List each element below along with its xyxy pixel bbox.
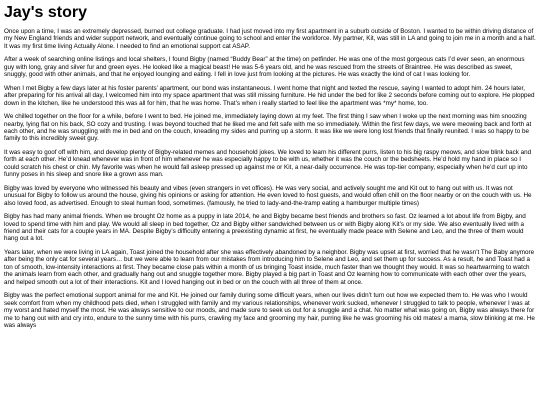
story-paragraph-1: Once upon a time, I was an extremely depressed, burned out college graduate. I had just moved into my first apartment in a suburb outside of Boston. I wanted to be within driving distance of my New England friends and wider support network, and eventually continue going to school and enter the workforce. My partner, Kit, was still in LA and going to join me in a month and a half. It was my first time living Actually Alone. I needed to find an emotional support cat ASAP. — [4, 28, 536, 50]
story-paragraph-2: After a week of searching online listings and local shelters, I found Bigby (named “Buddy Bear” at the time) on petfinder. He was one of the most gorgeous cats I’d ever seen, an enormous guy with long, gray and silver fur and green eyes. He looked like a magical beast! He was 5-6 years old, and he was rescued from the streets of Braintree. He was described as sweet, snuggly, good with other animals, and that he enjoyed lounging and eating. I fell in love just from looking at the pictures. He was exactly the kind of cat I was looking for. — [4, 56, 525, 79]
story-paragraph-7: Bigby has had many animal friends. When we brought Oz home as a puppy in late 2014, he and Bigby became best friends and brothers so fast. Oz learned a lot about life from Bigby, and loved to spend time with him and play. We would all sleep in bed together, Oz and Bigby either sandwiched between us or with Bigby along Kit’s or my side. We also eventually lived with a friend and their cats for a couple years in MA. Despite Bigby’s difficulty entering a preexisting dynamic at first, he eventually made peace with Selene and Leo, and the three of them would hang out a lot. — [4, 213, 526, 243]
story-paragraph-6: Bigby was loved by everyone who witnessed his beauty and vibes (even strangers in vet offices). He was very social, and actively sought me and Kit out to hang out with us. It was not unusual for Bigby to follow us around the house, giving his opinions or asking for attention. He even loved to host guests, and would often chill on the floor nearby or on the couch with us. He also loved food, as advertised. Enough to steal human food, sometimes. (famously, he tried to lady-and-the-tramp eating a hamburger multiple times) — [4, 184, 532, 207]
page-title: Jay's story — [4, 4, 87, 21]
story-paragraph-5: It was easy to goof off with him, and develop plenty of Bigby-related memes and household jokes. We loved to learn his different purrs, listen to his big raspy meows, and slow blink back and forth at each other. He’d knead whenever was in front of him whenever he was especially happy to be with us, whether it was the couch or the bedsheets. He’d hold my hand in place so I could scratch his chest or chin. My favorite was when he would fall asleep pressed up against me or Kit, a near-daily occurrence. He was top-tier company, especially when he’d curl up into funny poses in his sleep and snore like a grown ass man. — [4, 148, 532, 179]
story-paragraph-3: When I met Bigby a few days later at his foster parents’ apartment, our bond was instantaneous. I went home that night and texted the rescue, saying I wanted to adopt him. 24 hours later, after preparing for his arrival all day, I welcomed him into my space apartment that was still missing furniture. He hid under the bed for like 2 seconds before coming out to explore. He plopped down in the kitchen, like he understood this was all for him, that he was home. That’s when i really started to feel like the apartment was *my* home, too. — [4, 84, 535, 107]
story-paragraph-9: Bigby was the perfect emotional support animal for me and Kit. He joined our family during some difficult years, when our lives didn’t turn out how we expected them to. He was who I would seek comfort from when my childhood pets died, when I struggled with family and my various relationships, whenever work sucked, whenever I struggled to talk to people, whenever I was at my worst and hated myself the most. He was always sensitive to our moods, and made sure to seek us out for a snuggle and a chat. No matter what was going on, Bigby was always there for me to hang out with and cry into, endure to the sunny time with his purrs, crawling my face and grooming my hair, purring like he was grooming his old mates/ a mama, slow blinking at me. He was always — [4, 292, 535, 329]
story-paragraph-8: Years later, when we were living in LA again, Toast joined the household after she was effectively abandoned by a neighbor. Bigby was upset at first, worried that he wasn’t The Baby anymore after being the only cat for several years… but we were able to learn from our mistakes from introducing him to Selene and Leo, and set them up for success. As a result, he and Toast had a ton of smooth, low-intensity interactions at first. They became close pals within a month of us bringing Toast inside, much faster than we thought they would. It was so heartwarming to watch the animals learn from each other, and gradually hang out and snuggle together more. Bigby played a big part in Toast and Oz learning how to communicate with each other over the years, and helped smooth out a lot of their interactions. Kit and I loved hanging out in bed or on the couch with all three of them at once. — [4, 248, 535, 286]
story-paragraph-4: We chilled together on the floor for a while, before I went to bed. He joined me, immediately laying down at my feet. The first thing I saw when I woke up the next morning was him snoozing nearby, lying flat on his back, SO cozy and trusting. I was beyond touched that he liked me and felt safe with me so immediately. Within the first few days, we were meowing back and forth at each other, and he was snuggling with me in bed and on the couch, kneading my sides and purring up a storm. It was like we were long lost friends that finally reunited. I was so happy to be family to this incredibly sweet guy. — [4, 113, 532, 143]
